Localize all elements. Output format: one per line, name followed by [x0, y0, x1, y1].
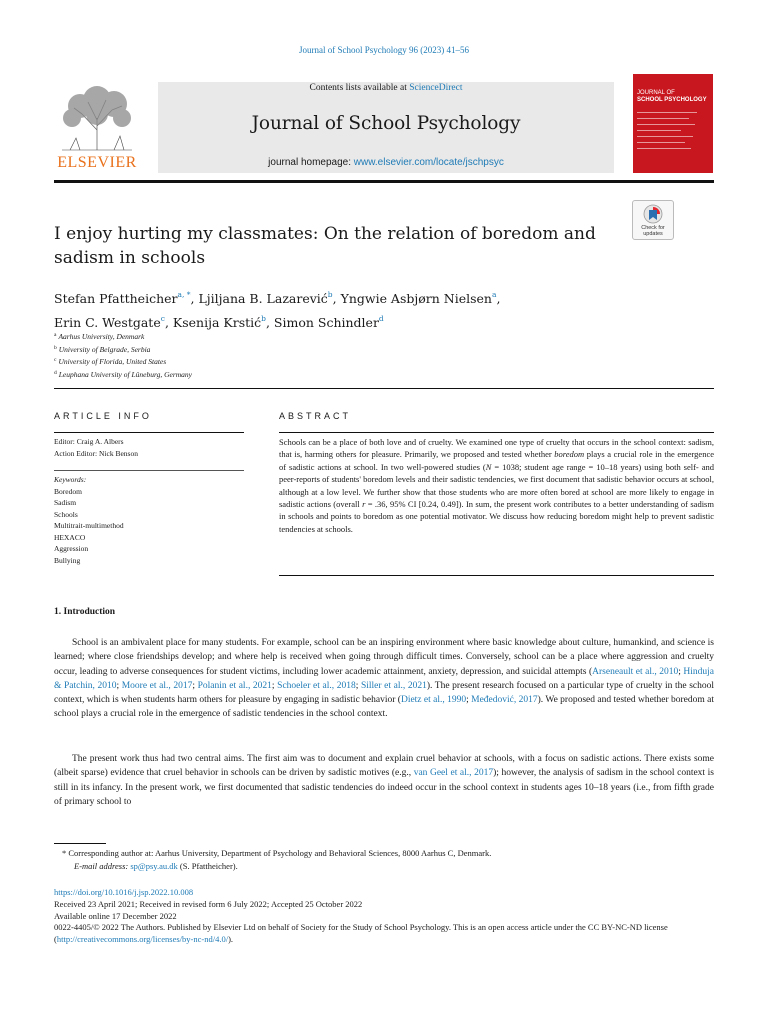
doi-link[interactable]: https://doi.org/10.1016/j.jsp.2022.10.008 — [54, 887, 194, 897]
intro-paragraph-2: The present work thus had two central aims. The first aim was to document and explain cruel behavior at schools, with a focus on sadistic actions. There exists some (albeit sparse) evidence that cruel behavior in schools can be driven by sadistic motives (e.g., van Geel et al., 2017); however, the analysis of sadism in the school context is still in its infancy. In the present work, we first documented that sadistic tendencies do indeed occur in the school context in students ages 10–18 years (i.e., from fifth grade of primary school to — [54, 754, 714, 807]
reference-link[interactable]: Schoeler et al., 2018 — [277, 680, 356, 691]
cover-text-line — [637, 148, 691, 149]
author-name: Stefan Pfattheicher — [54, 291, 178, 306]
cover-text-line — [637, 136, 693, 137]
keyword-item: Sadism — [54, 498, 77, 507]
editor-block — [54, 436, 244, 459]
check-updates-icon — [643, 204, 663, 224]
author-name: Ksenija Krstić — [172, 315, 262, 330]
header-rule — [54, 180, 714, 183]
author-name: Erin C. Westgate — [54, 315, 161, 330]
email-label: E-mail address: — [74, 860, 131, 871]
corresponding-author-note: * Corresponding author at: Aarhus University, Department of Psychology and Behavioral Sciences, 8000 Aarhus C, Denmark. — [62, 848, 492, 858]
cover-text-line — [637, 112, 697, 113]
check-updates-label — [632, 225, 674, 237]
author-list — [54, 285, 634, 333]
author-affiliation-marker[interactable]: b — [261, 314, 266, 323]
author-affiliation-marker[interactable]: a — [491, 290, 497, 299]
author-name: Simon Schindler — [273, 315, 379, 330]
keyword-item: Bullying — [54, 555, 81, 565]
keywords-label: Keywords: — [54, 475, 87, 484]
keyword-item: Schools — [54, 509, 78, 519]
publication-info — [54, 887, 714, 946]
affiliation-item: $^c$ University of Florida, United States — [54, 357, 167, 366]
author-affiliation-marker[interactable]: c — [160, 314, 165, 323]
affiliation-item: $^a$ Aarhus University, Denmark — [54, 332, 145, 341]
article-info-heading: ARTICLE INFO — [54, 411, 152, 421]
keyword-item: Aggression — [54, 544, 89, 553]
email-suffix: (S. Pfattheicher). — [177, 860, 238, 871]
email-line — [62, 860, 714, 873]
reference-link[interactable]: Dietz et al., 1990 — [400, 695, 467, 706]
homepage-prefix: journal homepage: — [268, 157, 354, 168]
editor-line: Editor: Craig A. Albers — [54, 437, 124, 446]
reference-link[interactable]: van Geel et al., 2017 — [413, 768, 494, 779]
author-separator: , — [332, 291, 341, 306]
reference-link[interactable]: Međedović, 2017 — [471, 695, 538, 706]
reference-link[interactable]: Moore et al., 2017 — [121, 680, 193, 691]
keyword-item: HEXACO — [54, 532, 86, 542]
reference-link[interactable]: Hinduja & Patchin, 2010 — [54, 666, 714, 691]
journal-title: Journal of School Psychology — [251, 113, 521, 134]
homepage-line — [158, 157, 614, 168]
license-statement: 0022-4405/© 2022 The Authors. Published by Elsevier Ltd on behalf of Society for the Study of School Psychology. This is an open access article under the CC BY-NC-ND license (http://creativecommons.org/licenses/by-nc-nd/4.0/). — [54, 922, 668, 945]
journal-citation[interactable]: Journal of School Psychology 96 (2023) 41–56 — [299, 45, 469, 55]
journal-homepage-link[interactable]: www.elsevier.com/locate/jschpsyc — [353, 157, 504, 168]
abstract-rule — [279, 432, 714, 433]
keywords-rule — [54, 470, 244, 471]
affiliation-item: $^b$ University of Belgrade, Serbia — [54, 344, 151, 354]
abstract-bottom-rule — [279, 575, 714, 576]
author-affiliation-marker[interactable]: b — [327, 290, 333, 299]
author-separator: , — [265, 315, 274, 330]
check-updates-line1: Check for — [641, 225, 665, 231]
received-dates: Received 23 April 2021; Received in revised form 6 July 2022; Accepted 25 October 2022 — [54, 898, 363, 909]
keyword-item: Multitrait-multimethod — [54, 521, 124, 530]
publisher-wordmark: ELSEVIER — [57, 154, 137, 171]
cover-text-line — [637, 130, 681, 131]
action-editor-line: Action Editor: Nick Benson — [54, 448, 138, 458]
sciencedirect-link[interactable]: ScienceDirect — [409, 83, 463, 93]
keyword-item: Boredom — [54, 486, 82, 496]
article-info-rule — [54, 432, 244, 433]
author-separator: , — [164, 315, 173, 330]
affiliation-list — [54, 330, 454, 380]
check-updates-line2: updates — [643, 231, 663, 237]
author-separator: , — [496, 291, 501, 306]
author-separator: , — [190, 291, 199, 306]
abstract-text: Schools can be a place of both love and of cruelty. We examined one type of cruelty that occurs in the school context: sadism, that is, harming others for pleasure. Primarily, we proposed and tested whether boredom plays a crucial role in the emergence of sadistic actions at school. In two well-powered studies (N = 1038; student age range = 10–18 years) using both self- and peer-reports of students' boredom levels and their sadistic tendencies, we first document that sadistic behavior occurs at school, although at a low level. We further show that those students who are more often bored at school are more likely to engage in sadistic actions (overall r = .36, 95% CI [0.24, 0.49]). In sum, the present work contributes to a better understanding of sadism in schools and points to boredom as one potential motivator. We discuss how reducing boredom might help to prevent sadistic tendencies at schools. — [279, 437, 714, 534]
intro-paragraph-1: School is an ambivalent place for many students. For example, school can be an inspiring environment where basic knowledge about culture, humankind, and science is learned; where close friendships develop; and where help is received when going through difficult times. Conversely, school can be a place where aggression and cruelty occur, leading to adverse consequences for student victims, including lower academic attainment, anxiety, depression, and suicidal attempts (Arseneault et al., 2010; Hinduja & Patchin, 2010; Moore et al., 2017; Polanin et al., 2021; Schoeler et al., 2018; Siller et al., 2021). The present research focused on a particular type of cruelty in the school context, which is when students harm others for pleasure by engaging in sadistic behavior (Dietz et al., 1990; Međedović, 2017). We proposed and tested whether boredom at school plays a crucial role in the emergence of sadistic tendencies in the school context. — [54, 638, 715, 720]
email-link[interactable]: sp@psy.au.dk — [130, 860, 178, 871]
reference-link[interactable]: Siller et al., 2021 — [360, 680, 427, 691]
contents-line — [158, 83, 614, 93]
cover-text-line — [637, 124, 695, 125]
contents-prefix: Contents lists available at — [309, 83, 410, 93]
footnotes — [62, 847, 714, 872]
author-affiliation-marker[interactable]: d — [378, 314, 384, 323]
license-link[interactable]: http://creativecommons.org/licenses/by-nc-nd/4.0/ — [56, 934, 229, 945]
reference-link[interactable]: Arseneault et al., 2010 — [592, 666, 679, 677]
cover-text-line — [637, 118, 689, 119]
author-name: Ljiljana B. Lazarević — [198, 291, 328, 306]
cover-title-line2: SCHOOL PSYCHOLOGY — [637, 97, 707, 103]
cover-title-line1: JOURNAL OF — [637, 90, 675, 96]
footnote-rule — [54, 843, 106, 844]
abstract-heading: ABSTRACT — [279, 411, 352, 421]
section-heading-introduction: 1. Introduction — [54, 607, 116, 617]
available-online: Available online 17 December 2022 — [54, 910, 177, 921]
article-title: I enjoy hurting my classmates: On the relation of boredom and sadism in schools — [54, 224, 596, 268]
affiliation-rule — [54, 388, 714, 389]
reference-link[interactable]: Polanin et al., 2021 — [197, 680, 272, 691]
affiliation-item: $^d$ Leuphana University of Lüneburg, Germany — [54, 369, 192, 379]
cover-title — [637, 90, 711, 104]
author-affiliation-marker[interactable]: a, * — [177, 290, 191, 299]
keywords-block — [54, 474, 244, 566]
author-name: Yngwie Asbjørn Nielsen — [340, 291, 492, 306]
cover-text-line — [637, 142, 685, 143]
